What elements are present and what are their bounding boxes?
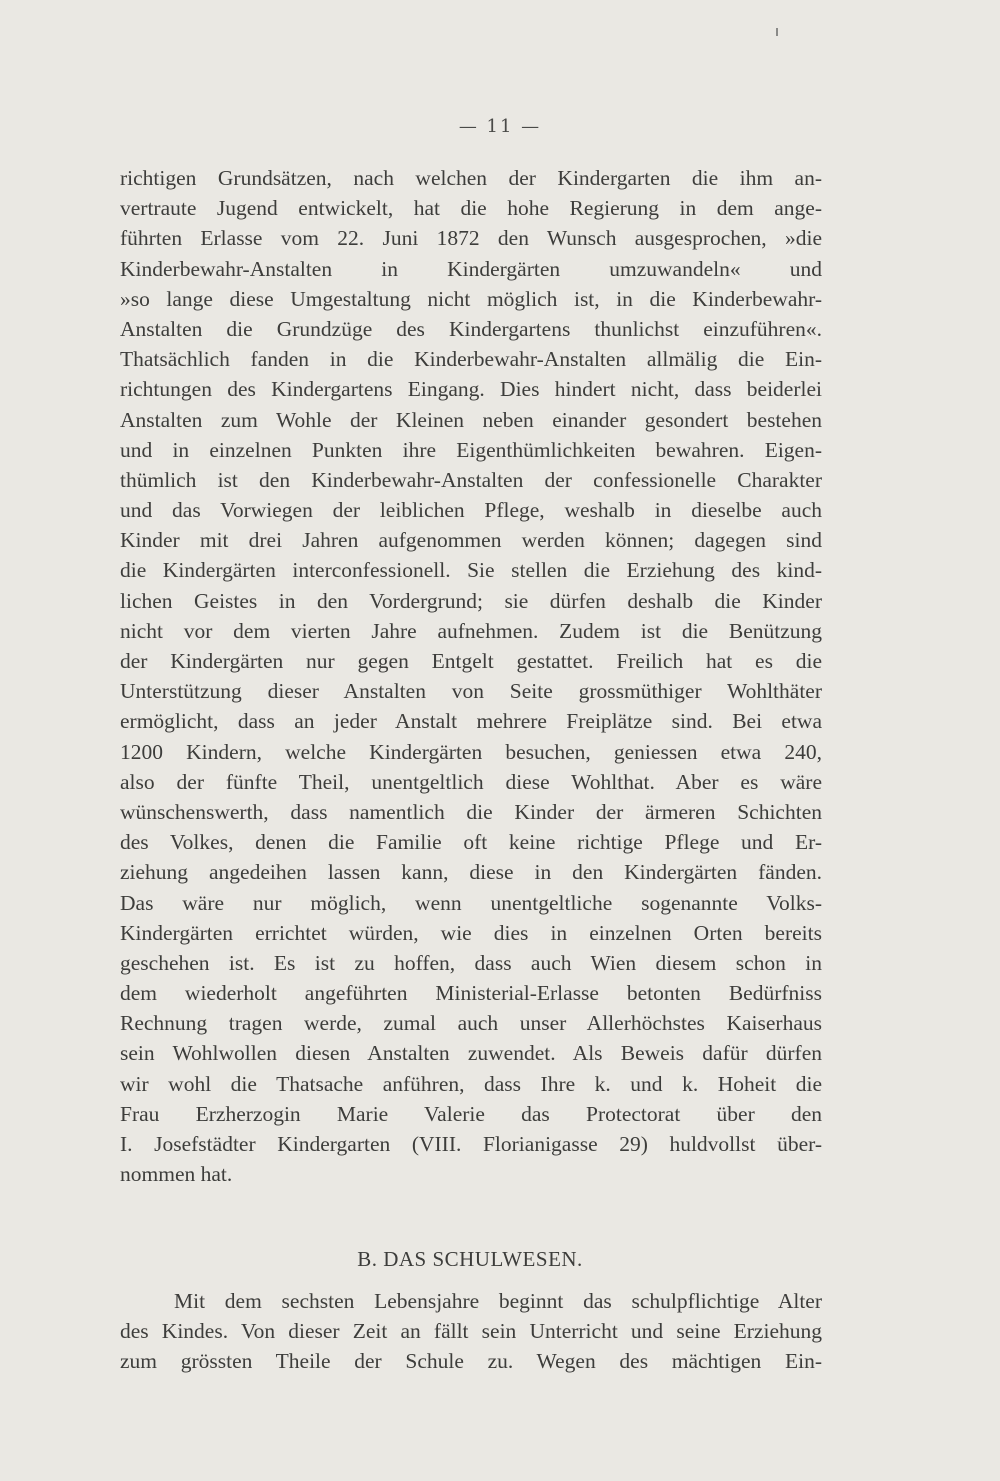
text-line: Kinderbewahr-Anstalten in Kindergärten umzuwandeln« und: [120, 256, 822, 281]
text-line: des Volkes, denen die Familie oft keine richtige Pflege und Er-: [120, 830, 822, 855]
text-line: der Kindergärten nur gegen Entgelt gestattet. Freilich hat es die: [120, 649, 822, 673]
page-number: — 11 —: [458, 116, 542, 137]
text-line: richtigen Grundsätzen, nach welchen der Kindergarten die ihm an-: [120, 166, 822, 190]
text-line: Kinder mit drei Jahren aufgenommen werden können; dagegen sind: [120, 528, 822, 553]
text-line: Unterstützung dieser Anstalten von Seite grossmüthiger Wohlthäter: [120, 679, 822, 704]
text-line: Mit dem sechsten Lebensjahre beginnt das schulpflichtige Alter: [174, 1289, 822, 1313]
section-heading: B. DAS SCHULWESEN.: [357, 1247, 583, 1271]
text-line: also der fünfte Theil, unentgeltlich diese Wohlthat. Aber es wäre: [120, 769, 822, 794]
text-line: Anstalten zum Wohle der Kleinen neben einander gesondert bestehen: [120, 407, 822, 432]
text-line: Kindergärten errichtet würden, wie dies in einzelnen Orten bereits: [120, 920, 822, 945]
text-line: des Kindes. Von dieser Zeit an fällt sein Unterricht und seine Erziehung: [120, 1319, 822, 1344]
text-line: die Kindergärten interconfessionell. Sie stellen die Erziehung des kind-: [120, 558, 822, 583]
text-line: lichen Geistes in den Vordergrund; sie dürfen deshalb die Kinder: [120, 588, 822, 613]
text-line: thümlich ist den Kinderbewahr-Anstalten der confessionelle Charakter: [120, 467, 822, 492]
text-line: Frau Erzherzogin Marie Valerie das Protectorat über den: [120, 1101, 822, 1126]
text-line: Rechnung tragen werde, zumal auch unser Allerhöchstes Kaiserhaus: [120, 1011, 822, 1036]
text-line: nommen hat.: [120, 1162, 233, 1187]
text-line: sein Wohlwollen diesen Anstalten zuwendet. Als Beweis dafür dürfen: [120, 1041, 822, 1066]
text-line: zum grössten Theile der Schule zu. Wegen des mächtigen Ein-: [120, 1349, 822, 1374]
text-line: geschehen ist. Es ist zu hoffen, dass auch Wien diesem schon in: [120, 950, 822, 975]
text-line: und das Vorwiegen der leiblichen Pflege, weshalb in dieselbe auch: [120, 498, 822, 523]
text-line: Thatsächlich fanden in die Kinderbewahr-Anstalten allmälig die Ein-: [120, 347, 822, 372]
text-line: ermöglicht, dass an jeder Anstalt mehrere Freiplätze sind. Bei etwa: [120, 709, 822, 734]
text-line: ziehung angedeihen lassen kann, diese in den Kindergärten fänden.: [120, 860, 822, 885]
text-line: vertraute Jugend entwickelt, hat die hohe Regierung in dem ange-: [120, 196, 822, 221]
paragraph-kindergarten: [120, 163, 822, 1189]
text-line: nicht vor dem vierten Jahre aufnehmen. Zudem ist die Benützung: [120, 618, 822, 643]
text-line: und in einzelnen Punkten ihre Eigenthümlichkeiten bewahren. Eigen-: [120, 437, 822, 462]
text-line: führten Erlasse vom 22. Juni 1872 den Wunsch ausgesprochen, »die: [120, 226, 822, 251]
text-line: »so lange diese Umgestaltung nicht möglich ist, in die Kinderbewahr-: [120, 286, 822, 311]
text-line: richtungen des Kindergartens Eingang. Dies hindert nicht, dass beiderlei: [120, 377, 822, 402]
text-line: dem wiederholt angeführten Ministerial-Erlasse betonten Bedürfniss: [120, 981, 822, 1006]
text-line: I. Josefstädter Kindergarten (VIII. Florianigasse 29) huldvollst über-: [120, 1132, 822, 1156]
text-line: Anstalten die Grundzüge des Kindergartens thunlichst einzuführen«.: [120, 316, 822, 341]
paragraph-schulwesen: [120, 1286, 822, 1377]
page-speck: [776, 28, 778, 36]
text-line: 1200 Kindern, welche Kindergärten besuchen, geniessen etwa 240,: [120, 739, 822, 764]
text-line: wünschenswerth, dass namentlich die Kinder der ärmeren Schichten: [120, 799, 822, 824]
text-line: wir wohl die Thatsache anführen, dass Ihre k. und k. Hoheit die: [120, 1071, 822, 1096]
text-line: Das wäre nur möglich, wenn unentgeltliche sogenannte Volks-: [120, 890, 822, 915]
